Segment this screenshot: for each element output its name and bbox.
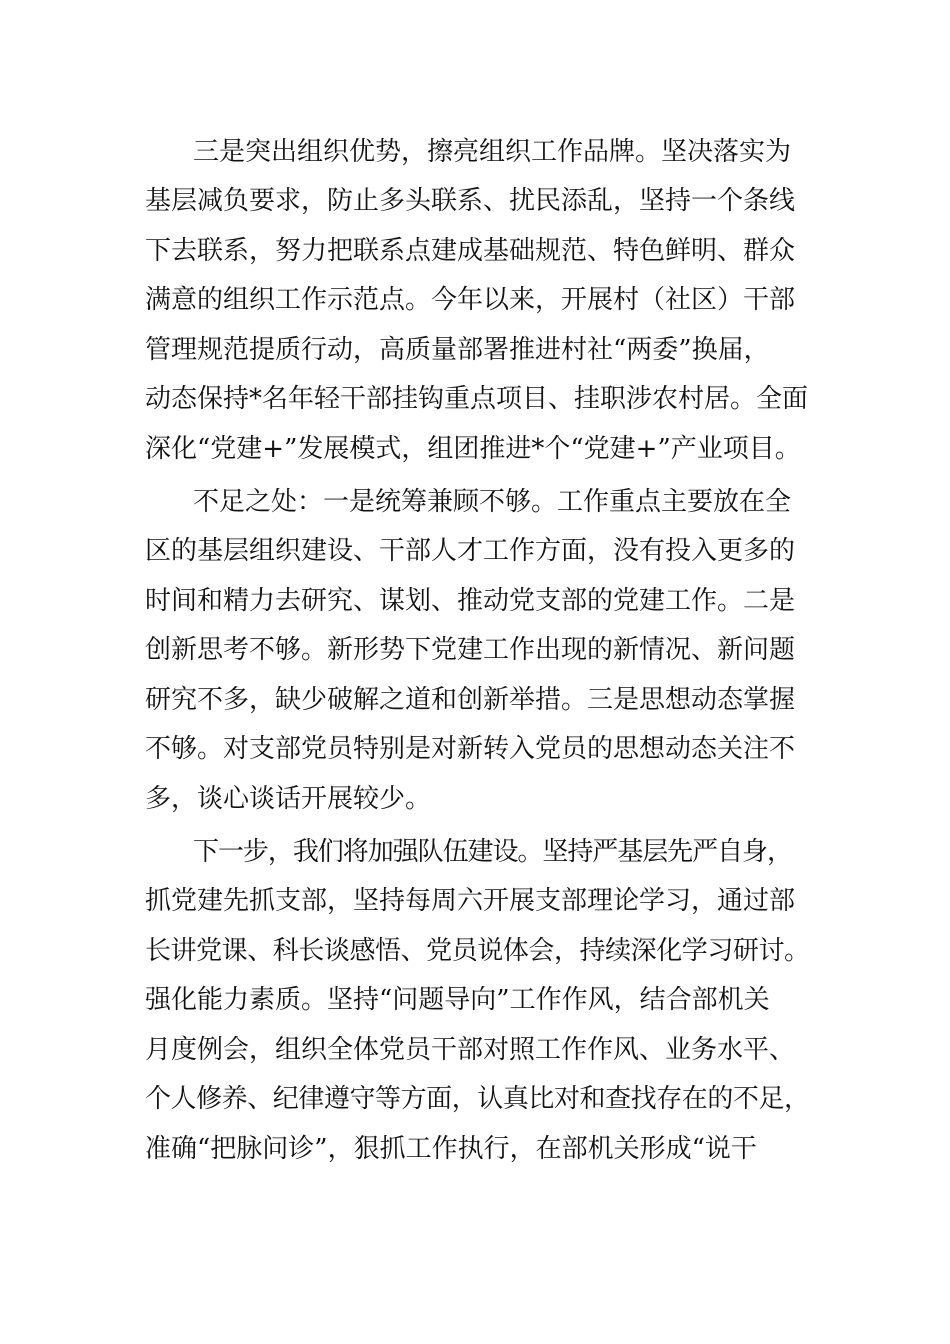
text-line: 下去联系，努力把联系点建成基础规范、特色鲜明、群众 [145, 236, 796, 266]
text-line: 管理规范提质行动，高质量部署推进村社“两委”换届， [145, 335, 770, 365]
text-line: 强化能力素质。坚持“问题导向”工作作风，结合部机关 [145, 985, 770, 1015]
text-line: 准确“把脉问诊”，狠抓工作执行，在部机关形成“说干 [145, 1134, 757, 1164]
text-line: 基层减负要求，防止多头联系、扰民添乱，坚持一个条线 [145, 186, 796, 216]
text-line: 不足之处：一是统筹兼顾不够。工作重点主要放在全 [193, 487, 792, 517]
text-line: 抓党建先抓支部，坚持每周六开展支部理论学习，通过部 [145, 886, 796, 916]
text-line: 创新思考不够。新形势下党建工作出现的新情况、新问题 [145, 635, 796, 665]
text-line: 多，谈心谈话开展较少。 [145, 784, 432, 814]
text-line: 三是突出组织优势，擦亮组织工作品牌。坚决落实为 [193, 137, 792, 167]
text-line: 长讲党课、科长谈感悟、党员说体会，持续深化学习研讨。 [145, 936, 810, 966]
text-line: 深化“党建+”发展模式，组团推进*个“党建+”产业项目。 [145, 434, 801, 464]
text-line: 研究不多，缺少破解之道和创新举措。三是思想动态掌握 [145, 685, 796, 715]
text-line: 下一步，我们将加强队伍建设。坚持严基层先严自身， [193, 837, 792, 867]
text-line: 月度例会，组织全体党员干部对照工作作风、业务水平、 [145, 1035, 796, 1065]
text-line: 动态保持*名年轻干部挂钩重点项目、挂职涉农村居。全面 [145, 384, 809, 414]
text-line: 满意的组织工作示范点。今年以来，开展村（社区）干部 [145, 285, 796, 315]
text-line: 个人修养、纪律遵守等方面，认真比对和查找存在的不足， [145, 1084, 810, 1114]
text-line: 不够。对支部党员特别是对新转入党员的思想动态关注不 [145, 734, 796, 764]
text-line: 时间和精力去研究、谋划、推动党支部的党建工作。二是 [145, 586, 796, 616]
text-line: 区的基层组织建设、干部人才工作方面，没有投入更多的 [145, 536, 796, 566]
